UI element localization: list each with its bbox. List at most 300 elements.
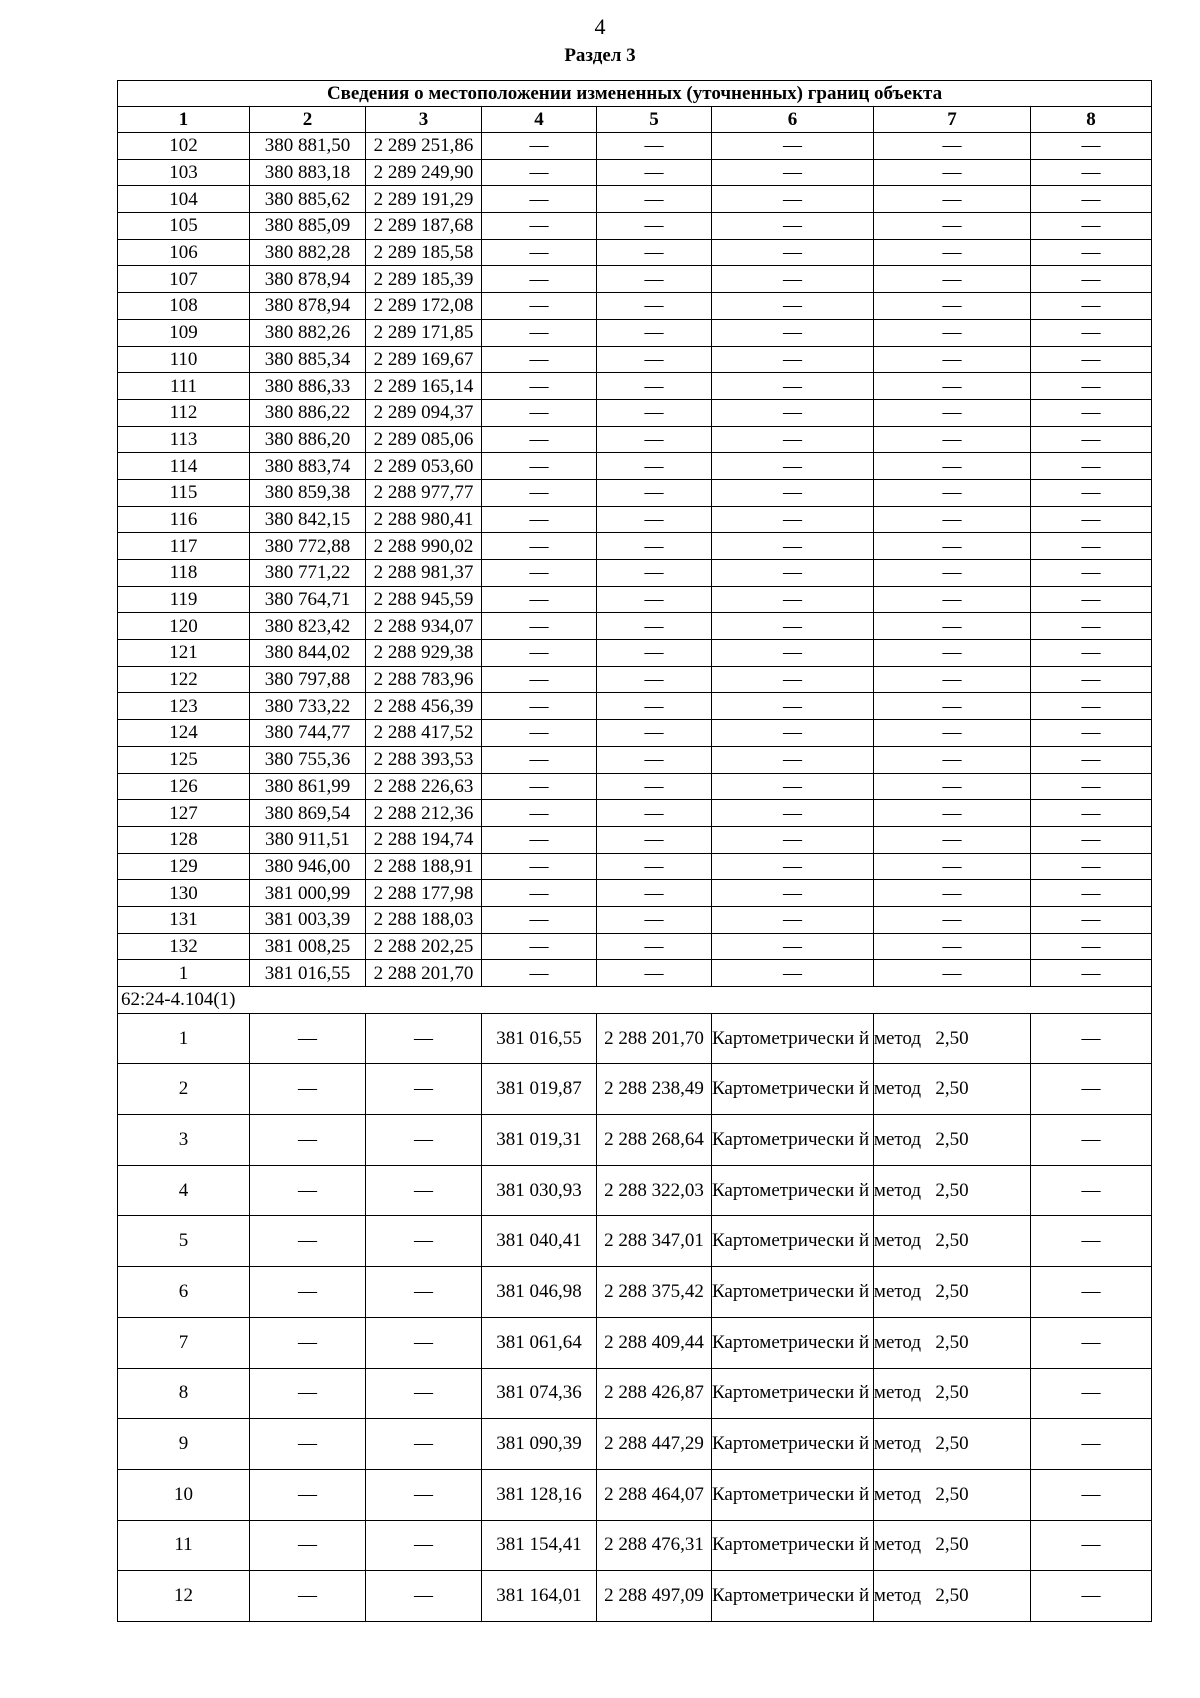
empty-dash: —: [366, 1317, 482, 1368]
empty-dash: —: [482, 346, 597, 373]
empty-dash: —: [482, 773, 597, 800]
coord-x: 381 016,55: [250, 960, 366, 987]
empty-dash: —: [874, 906, 1031, 933]
empty-dash: —: [597, 453, 712, 480]
empty-dash: —: [482, 453, 597, 480]
empty-dash: —: [366, 1520, 482, 1571]
empty-dash: —: [712, 960, 874, 987]
empty-dash: —: [482, 186, 597, 213]
accuracy: 2,50: [874, 1267, 1031, 1318]
column-header: 1: [118, 107, 250, 133]
empty-dash: —: [874, 399, 1031, 426]
empty-dash: —: [1031, 586, 1152, 613]
table-row: [118, 1165, 1152, 1216]
empty-dash: —: [482, 560, 597, 587]
table-row: [118, 506, 1152, 533]
empty-dash: —: [712, 666, 874, 693]
coord-y: 2 289 172,08: [366, 293, 482, 320]
method: Картометрически й метод: [712, 1419, 874, 1470]
section-title: Раздел 3: [564, 45, 636, 66]
coord-y: 2 288 929,38: [366, 640, 482, 667]
coord-x: 381 154,41: [482, 1520, 597, 1571]
table-row: [118, 479, 1152, 506]
empty-dash: —: [874, 186, 1031, 213]
coord-x: 380 886,33: [250, 373, 366, 400]
empty-dash: —: [1031, 826, 1152, 853]
method: Картометрически й метод: [712, 1571, 874, 1622]
subsection-label: 62:24-4.104(1): [118, 987, 1152, 1014]
table-row: [118, 213, 1152, 240]
table-row: [118, 746, 1152, 773]
table-row: [118, 373, 1152, 400]
table-row: [118, 880, 1152, 907]
empty-dash: —: [597, 133, 712, 160]
point-number: 117: [118, 533, 250, 560]
empty-dash: —: [712, 159, 874, 186]
empty-dash: —: [366, 1571, 482, 1622]
coord-x: 381 164,01: [482, 1571, 597, 1622]
coord-y: 2 288 202,25: [366, 933, 482, 960]
empty-dash: —: [1031, 640, 1152, 667]
coord-x: 380 755,36: [250, 746, 366, 773]
coord-x: 380 861,99: [250, 773, 366, 800]
empty-dash: —: [366, 1216, 482, 1267]
empty-dash: —: [482, 293, 597, 320]
empty-dash: —: [597, 720, 712, 747]
coord-y: 2 288 464,07: [597, 1469, 712, 1520]
point-number: 6: [118, 1267, 250, 1318]
coord-y: 2 289 085,06: [366, 426, 482, 453]
empty-dash: —: [366, 1165, 482, 1216]
point-number: 105: [118, 213, 250, 240]
empty-dash: —: [1031, 319, 1152, 346]
empty-dash: —: [712, 426, 874, 453]
empty-dash: —: [482, 853, 597, 880]
method: Картометрически й метод: [712, 1520, 874, 1571]
coord-x: 380 772,88: [250, 533, 366, 560]
table-row: [118, 1267, 1152, 1318]
point-number: 1: [118, 1013, 250, 1064]
empty-dash: —: [482, 533, 597, 560]
point-number: 7: [118, 1317, 250, 1368]
empty-dash: —: [597, 800, 712, 827]
empty-dash: —: [250, 1064, 366, 1115]
empty-dash: —: [597, 586, 712, 613]
empty-dash: —: [482, 426, 597, 453]
coord-y: 2 288 934,07: [366, 613, 482, 640]
empty-dash: —: [712, 346, 874, 373]
coord-x: 381 128,16: [482, 1469, 597, 1520]
table-row: [118, 426, 1152, 453]
empty-dash: —: [1031, 1267, 1152, 1318]
coord-x: 380 883,74: [250, 453, 366, 480]
coord-x: 380 878,94: [250, 293, 366, 320]
coord-x: 380 911,51: [250, 826, 366, 853]
point-number: 111: [118, 373, 250, 400]
coord-y: 2 288 375,42: [597, 1267, 712, 1318]
point-number: 126: [118, 773, 250, 800]
empty-dash: —: [874, 159, 1031, 186]
table-body: [118, 133, 1152, 1622]
coord-y: 2 289 169,67: [366, 346, 482, 373]
method: Картометрически й метод: [712, 1469, 874, 1520]
coord-y: 2 288 268,64: [597, 1115, 712, 1166]
empty-dash: —: [874, 613, 1031, 640]
empty-dash: —: [366, 1267, 482, 1318]
empty-dash: —: [874, 693, 1031, 720]
empty-dash: —: [712, 693, 874, 720]
table-row: [118, 1368, 1152, 1419]
empty-dash: —: [482, 613, 597, 640]
empty-dash: —: [597, 213, 712, 240]
empty-dash: —: [597, 666, 712, 693]
empty-dash: —: [1031, 1216, 1152, 1267]
empty-dash: —: [712, 746, 874, 773]
point-number: 115: [118, 479, 250, 506]
method: Картометрически й метод: [712, 1368, 874, 1419]
accuracy: 2,50: [874, 1165, 1031, 1216]
table-row: [118, 933, 1152, 960]
coord-y: 2 288 426,87: [597, 1368, 712, 1419]
empty-dash: —: [1031, 213, 1152, 240]
coord-y: 2 289 191,29: [366, 186, 482, 213]
empty-dash: —: [874, 853, 1031, 880]
point-number: 112: [118, 399, 250, 426]
coord-y: 2 288 980,41: [366, 506, 482, 533]
empty-dash: —: [597, 613, 712, 640]
point-number: 118: [118, 560, 250, 587]
table-row: [118, 133, 1152, 160]
method: Картометрически й метод: [712, 1317, 874, 1368]
empty-dash: —: [712, 293, 874, 320]
empty-dash: —: [1031, 666, 1152, 693]
coord-x: 380 885,62: [250, 186, 366, 213]
coord-x: 380 883,18: [250, 159, 366, 186]
empty-dash: —: [597, 293, 712, 320]
empty-dash: —: [597, 239, 712, 266]
table-row: [118, 319, 1152, 346]
empty-dash: —: [250, 1368, 366, 1419]
coord-x: 380 886,22: [250, 399, 366, 426]
empty-dash: —: [1031, 266, 1152, 293]
point-number: 131: [118, 906, 250, 933]
empty-dash: —: [482, 720, 597, 747]
empty-dash: —: [712, 933, 874, 960]
empty-dash: —: [482, 800, 597, 827]
empty-dash: —: [597, 853, 712, 880]
empty-dash: —: [712, 399, 874, 426]
coord-y: 2 289 187,68: [366, 213, 482, 240]
coord-y: 2 288 447,29: [597, 1419, 712, 1470]
empty-dash: —: [712, 266, 874, 293]
empty-dash: —: [712, 826, 874, 853]
empty-dash: —: [597, 399, 712, 426]
coord-y: 2 288 476,31: [597, 1520, 712, 1571]
coord-y: 2 288 990,02: [366, 533, 482, 560]
empty-dash: —: [597, 346, 712, 373]
empty-dash: —: [250, 1520, 366, 1571]
empty-dash: —: [874, 933, 1031, 960]
page-number: 4: [594, 14, 606, 39]
empty-dash: —: [597, 266, 712, 293]
empty-dash: —: [874, 133, 1031, 160]
empty-dash: —: [482, 319, 597, 346]
accuracy: 2,50: [874, 1064, 1031, 1115]
empty-dash: —: [1031, 399, 1152, 426]
column-header: 5: [597, 107, 712, 133]
point-number: 3: [118, 1115, 250, 1166]
coord-x: 380 733,22: [250, 693, 366, 720]
empty-dash: —: [1031, 1571, 1152, 1622]
table-row: [118, 1419, 1152, 1470]
coord-x: 380 882,26: [250, 319, 366, 346]
table-row: [118, 186, 1152, 213]
coord-x: 380 859,38: [250, 479, 366, 506]
table-row: [118, 826, 1152, 853]
empty-dash: —: [712, 800, 874, 827]
empty-dash: —: [597, 426, 712, 453]
empty-dash: —: [482, 399, 597, 426]
empty-dash: —: [874, 346, 1031, 373]
point-number: 132: [118, 933, 250, 960]
column-header: 4: [482, 107, 597, 133]
coord-y: 2 288 238,49: [597, 1064, 712, 1115]
coord-x: 381 090,39: [482, 1419, 597, 1470]
empty-dash: —: [597, 640, 712, 667]
table-row: [118, 906, 1152, 933]
empty-dash: —: [1031, 479, 1152, 506]
empty-dash: —: [250, 1267, 366, 1318]
empty-dash: —: [874, 720, 1031, 747]
coord-x: 381 019,87: [482, 1064, 597, 1115]
table-row: [118, 1469, 1152, 1520]
empty-dash: —: [1031, 159, 1152, 186]
empty-dash: —: [1031, 533, 1152, 560]
empty-dash: —: [597, 560, 712, 587]
empty-dash: —: [874, 293, 1031, 320]
empty-dash: —: [482, 933, 597, 960]
empty-dash: —: [1031, 560, 1152, 587]
empty-dash: —: [482, 693, 597, 720]
coord-x: 381 016,55: [482, 1013, 597, 1064]
point-number: 114: [118, 453, 250, 480]
point-number: 103: [118, 159, 250, 186]
empty-dash: —: [874, 319, 1031, 346]
coord-x: 380 882,28: [250, 239, 366, 266]
coord-x: 381 008,25: [250, 933, 366, 960]
coord-y: 2 288 188,91: [366, 853, 482, 880]
coord-x: 380 946,00: [250, 853, 366, 880]
coord-y: 2 289 165,14: [366, 373, 482, 400]
table-row: [118, 1571, 1152, 1622]
table-row: [118, 239, 1152, 266]
point-number: 102: [118, 133, 250, 160]
empty-dash: —: [482, 640, 597, 667]
empty-dash: —: [482, 159, 597, 186]
empty-dash: —: [874, 960, 1031, 987]
method: Картометрически й метод: [712, 1115, 874, 1166]
empty-dash: —: [597, 746, 712, 773]
empty-dash: —: [1031, 1013, 1152, 1064]
empty-dash: —: [712, 640, 874, 667]
empty-dash: —: [1031, 239, 1152, 266]
coord-x: 380 744,77: [250, 720, 366, 747]
coord-x: 381 061,64: [482, 1317, 597, 1368]
coord-x: 380 764,71: [250, 586, 366, 613]
column-header: 2: [250, 107, 366, 133]
column-header-row: [118, 107, 1152, 133]
empty-dash: —: [712, 880, 874, 907]
empty-dash: —: [482, 506, 597, 533]
empty-dash: —: [1031, 373, 1152, 400]
empty-dash: —: [250, 1571, 366, 1622]
coord-x: 380 842,15: [250, 506, 366, 533]
empty-dash: —: [1031, 1064, 1152, 1115]
empty-dash: —: [250, 1469, 366, 1520]
method: Картометрически й метод: [712, 1165, 874, 1216]
point-number: 124: [118, 720, 250, 747]
empty-dash: —: [874, 880, 1031, 907]
table-caption: Сведения о местоположении измененных (уточненных) границ объекта: [118, 81, 1152, 107]
empty-dash: —: [874, 479, 1031, 506]
empty-dash: —: [712, 506, 874, 533]
coord-y: 2 288 212,36: [366, 800, 482, 827]
empty-dash: —: [250, 1419, 366, 1470]
accuracy: 2,50: [874, 1115, 1031, 1166]
point-number: 12: [118, 1571, 250, 1622]
empty-dash: —: [1031, 613, 1152, 640]
point-number: 109: [118, 319, 250, 346]
empty-dash: —: [482, 266, 597, 293]
empty-dash: —: [874, 640, 1031, 667]
table-row: [118, 560, 1152, 587]
empty-dash: —: [874, 773, 1031, 800]
table-row: [118, 853, 1152, 880]
point-number: 128: [118, 826, 250, 853]
empty-dash: —: [1031, 1165, 1152, 1216]
empty-dash: —: [597, 319, 712, 346]
empty-dash: —: [597, 773, 712, 800]
empty-dash: —: [874, 560, 1031, 587]
table-row: [118, 159, 1152, 186]
coord-x: 380 869,54: [250, 800, 366, 827]
accuracy: 2,50: [874, 1216, 1031, 1267]
table-row: [118, 1115, 1152, 1166]
coord-x: 381 000,99: [250, 880, 366, 907]
empty-dash: —: [712, 186, 874, 213]
coord-x: 380 885,34: [250, 346, 366, 373]
coord-y: 2 289 185,58: [366, 239, 482, 266]
coord-x: 381 074,36: [482, 1368, 597, 1419]
coord-y: 2 288 201,70: [597, 1013, 712, 1064]
point-number: 116: [118, 506, 250, 533]
empty-dash: —: [1031, 1368, 1152, 1419]
empty-dash: —: [712, 239, 874, 266]
empty-dash: —: [366, 1469, 482, 1520]
table-row: [118, 960, 1152, 987]
empty-dash: —: [366, 1013, 482, 1064]
empty-dash: —: [1031, 906, 1152, 933]
empty-dash: —: [1031, 346, 1152, 373]
empty-dash: —: [1031, 773, 1152, 800]
coord-x: 380 823,42: [250, 613, 366, 640]
coord-x: 380 771,22: [250, 560, 366, 587]
empty-dash: —: [1031, 186, 1152, 213]
coord-y: 2 288 188,03: [366, 906, 482, 933]
table-row: [118, 266, 1152, 293]
empty-dash: —: [482, 826, 597, 853]
empty-dash: —: [597, 479, 712, 506]
empty-dash: —: [1031, 853, 1152, 880]
empty-dash: —: [597, 933, 712, 960]
empty-dash: —: [482, 133, 597, 160]
point-number: 8: [118, 1368, 250, 1419]
subsection-row: [118, 987, 1152, 1014]
empty-dash: —: [712, 533, 874, 560]
coord-x: 380 885,09: [250, 213, 366, 240]
accuracy: 2,50: [874, 1317, 1031, 1368]
coord-y: 2 289 171,85: [366, 319, 482, 346]
empty-dash: —: [482, 586, 597, 613]
empty-dash: —: [1031, 1469, 1152, 1520]
empty-dash: —: [250, 1317, 366, 1368]
accuracy: 2,50: [874, 1419, 1031, 1470]
empty-dash: —: [482, 373, 597, 400]
coord-x: 381 046,98: [482, 1267, 597, 1318]
table-row: [118, 773, 1152, 800]
empty-dash: —: [712, 373, 874, 400]
method: Картометрически й метод: [712, 1267, 874, 1318]
empty-dash: —: [250, 1013, 366, 1064]
empty-dash: —: [874, 266, 1031, 293]
table-row: [118, 1064, 1152, 1115]
empty-dash: —: [874, 800, 1031, 827]
point-number: 1: [118, 960, 250, 987]
coord-x: 381 019,31: [482, 1115, 597, 1166]
empty-dash: —: [1031, 293, 1152, 320]
column-header: 6: [712, 107, 874, 133]
column-header: 7: [874, 107, 1031, 133]
table-row: [118, 666, 1152, 693]
empty-dash: —: [1031, 693, 1152, 720]
coord-y: 2 288 977,77: [366, 479, 482, 506]
empty-dash: —: [712, 479, 874, 506]
method: Картометрически й метод: [712, 1064, 874, 1115]
coord-x: 381 003,39: [250, 906, 366, 933]
empty-dash: —: [366, 1064, 482, 1115]
empty-dash: —: [1031, 880, 1152, 907]
empty-dash: —: [482, 666, 597, 693]
coord-y: 2 289 053,60: [366, 453, 482, 480]
empty-dash: —: [1031, 933, 1152, 960]
coord-y: 2 288 783,96: [366, 666, 482, 693]
boundary-table: [117, 80, 1152, 1622]
point-number: 5: [118, 1216, 250, 1267]
point-number: 2: [118, 1064, 250, 1115]
column-header: 3: [366, 107, 482, 133]
empty-dash: —: [597, 373, 712, 400]
method: Картометрически й метод: [712, 1013, 874, 1064]
coord-y: 2 288 201,70: [366, 960, 482, 987]
table-row: [118, 586, 1152, 613]
empty-dash: —: [366, 1419, 482, 1470]
empty-dash: —: [712, 613, 874, 640]
empty-dash: —: [712, 453, 874, 480]
point-number: 123: [118, 693, 250, 720]
accuracy: 2,50: [874, 1469, 1031, 1520]
table-row: [118, 346, 1152, 373]
point-number: 129: [118, 853, 250, 880]
